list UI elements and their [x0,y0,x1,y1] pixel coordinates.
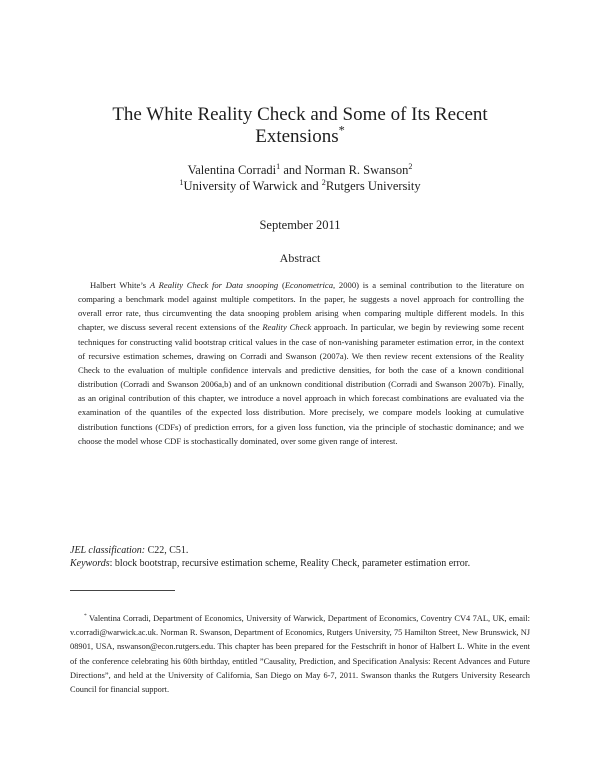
author-names [60,162,540,178]
footnote-mark: * [84,613,87,620]
author-block [60,162,540,194]
keywords-line [70,557,530,570]
affil-1-mark: 1 [179,177,184,187]
affil-2: Rutgers University [325,179,421,193]
jel-value: C22, C51. [145,545,189,556]
author-swanson-affil-mark: 2 [408,161,413,171]
author-corradi-affil-mark: 1 [276,161,281,171]
jel-label: JEL classification: [70,545,146,556]
author-corradi: Valentina Corradi [187,163,277,177]
title-line-1: The White Reality Check and Some of Its Recent [112,104,488,125]
abstract-part-1: Halbert White’s [90,280,150,290]
footnote-text: Valentina Corradi, Department of Economics, University of Warwick, Department of Economics, Coventry CV4 7AL, UK, email: v.corradi@warwick.ac.uk. Norman R. Swanson, Department of Economics, Rutgers University, 75 Hamilton Street, New Brunswick, NJ 08901, USA, nswanson@econ.rutgers.edu. This chapter has been prepared for the Festschrift in honor of Halbert L. White in the event of the conference celebrating his 60th birthday, entitled ”Causality, Prediction, and Specification Analysis: Recent Advances and Future Directions”, and held at the University of California, San Diego on May 6-7, 2011. Swanson thanks the Rutgers University Research Council for financial support. [70,614,530,695]
abstract-heading: Abstract [279,251,321,265]
paper-date: September 2011 [259,218,341,232]
author-conjunction: and [283,163,302,177]
title-line-2: Extensions [255,126,339,147]
abstract-part-4: approach. In particular, we begin by reviewing some recent techniques for constructing valid bootstrap critical values in the case of non-vanishing parameter estimation error, in the context of recursive estimation schemes, drawing on Corradi and Swanson (2007a). We then review recent extensions of the Reality Check to the evaluation of multiple confidence intervals and predictive densities, for both the case of a known conditional distribution (Corradi and Swanson 2006a,b) and of an unknown conditional distribution (Corradi and Swanson 2007b). Finally, as an original contribution of this chapter, we introduce a novel approach in which forecast combinations are evaluated via the examination of the quantiles of the expected loss distribution. More precisely, we compare models looking at cumulative distribution functions (CDFs) of prediction errors, for a given loss function, via the principle of stochastic dominance; and we choose the model whose CDF is stochastically dominated, over some given range of interest. [78,322,524,446]
jel-line [70,544,530,557]
footnote [70,612,530,697]
affiliations [60,178,540,194]
abstract-text [78,278,524,448]
title-footnote-mark: * [338,123,345,138]
paper-title [60,104,540,148]
keywords-label: Keywords [70,558,110,569]
affil-1: University of Warwick and [183,179,319,193]
abstract-journal: Econometrica [284,280,334,290]
keywords-value: : block bootstrap, recursive estimation scheme, Reality Check, parameter estimation error. [109,558,471,569]
abstract-part-3: , 2000) is a seminal contribution to the literature on comparing a benchmark model against multiple competitors. In the paper, he suggests a novel approach for controlling the overall error rate, thus circumventing the data snooping problem arising when comparing multiple different models. In this chapter, we discuss several recent extensions of the [78,280,524,333]
footnote-rule [70,590,175,591]
affil-2-mark: 2 [321,177,326,187]
classification-block [70,544,530,570]
author-swanson: Norman R. Swanson [304,163,409,177]
abstract-reality-check: Reality Check [262,322,312,333]
abstract-book-title: A Reality Check for Data snooping [149,280,279,290]
abstract-part-2: ( [278,280,285,290]
